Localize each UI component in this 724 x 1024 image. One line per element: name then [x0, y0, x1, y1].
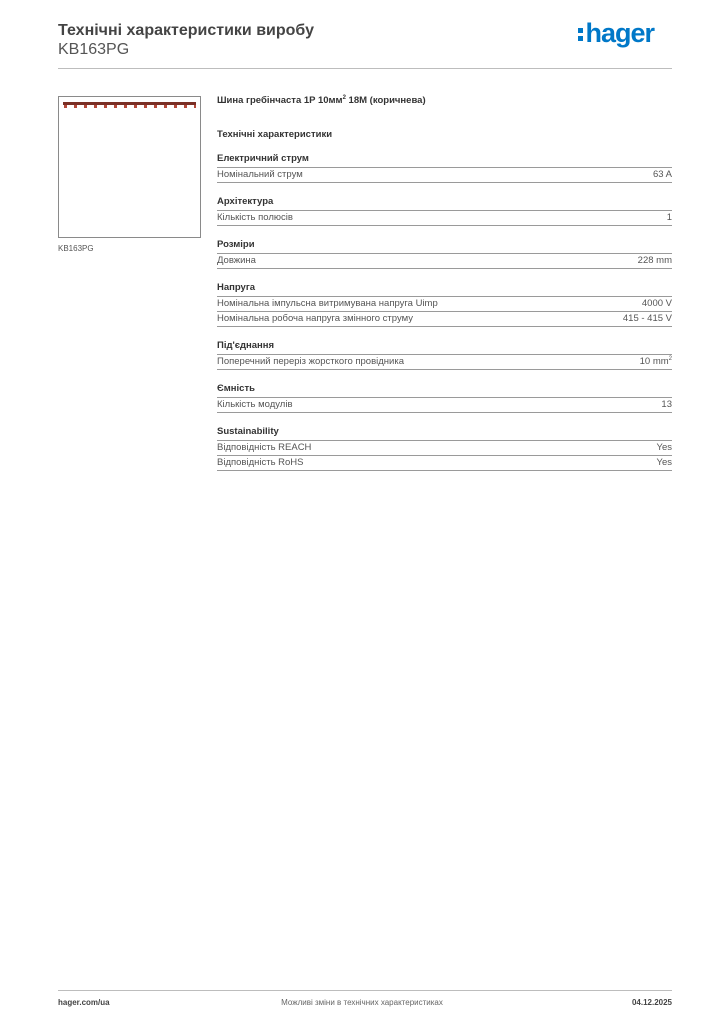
- page-header: [58, 20, 672, 68]
- spec-groups: [217, 148, 672, 471]
- spec-label: Номінальний струм: [217, 169, 303, 180]
- footer-date: 04.12.2025: [631, 998, 672, 1007]
- page-title: Технічні характеристики виробу: [58, 22, 314, 39]
- footer-divider: [58, 990, 672, 991]
- spec-label: Кількість полюсів: [217, 212, 293, 223]
- spec-value: Yes: [656, 457, 672, 468]
- spec-label: Відповідність RoHS: [217, 457, 304, 468]
- spec-value: 228 mm: [637, 255, 672, 266]
- spec-row: [217, 296, 672, 311]
- spec-row: [217, 455, 672, 471]
- logo-dots-icon: [578, 23, 584, 43]
- image-caption: KB163PG: [58, 244, 94, 253]
- spec-group: [217, 277, 672, 327]
- spec-group: [217, 191, 672, 226]
- spec-row: [217, 210, 672, 226]
- spec-row: [217, 167, 672, 183]
- spec-group-title: Напруга: [217, 282, 256, 293]
- specs-heading: Технічні характеристики: [217, 129, 333, 140]
- spec-label: Довжина: [217, 255, 256, 266]
- spec-group-title: Електричний струм: [217, 153, 309, 164]
- spec-group-title: Ємність: [217, 383, 255, 394]
- footer-note: Можливі зміни в технічних характеристиках: [281, 998, 443, 1007]
- spec-row: [217, 311, 672, 327]
- spec-label: Номінальна робоча напруга змінного струму: [217, 313, 413, 324]
- spec-group-title: Архітектура: [217, 196, 274, 207]
- spec-row: [217, 253, 672, 269]
- spec-value: 415 - 415 V: [622, 313, 672, 324]
- spec-label: Номінальна імпульсна витримувана напруга Uimp: [217, 298, 438, 309]
- spec-row: [217, 354, 672, 370]
- footer-website: hager.com/ua: [58, 998, 110, 1007]
- hager-logo: [578, 20, 654, 46]
- spec-label: Кількість модулів: [217, 399, 293, 410]
- spec-value: 10 $mm^2$: [639, 355, 672, 367]
- spec-group: [217, 234, 672, 269]
- spec-value: 4000 V: [641, 298, 672, 309]
- spec-group-title: Розміри: [217, 239, 255, 250]
- spec-value: 13: [661, 399, 672, 410]
- spec-label: Відповідність REACH: [217, 442, 312, 453]
- spec-group: [217, 335, 672, 370]
- spec-group: [217, 378, 672, 413]
- spec-group-title: Sustainability: [217, 426, 279, 437]
- spec-sheet: [217, 95, 672, 471]
- spec-value: 1: [666, 212, 672, 223]
- spec-label: Поперечний переріз жорсткого провідника: [217, 356, 404, 367]
- product-name: Шина гребінчаста 1P $10мм^2$ 18M (коричнева): [217, 94, 426, 106]
- header-divider: [58, 68, 672, 69]
- product-code: KB163PG: [58, 41, 130, 58]
- product-image: [58, 96, 201, 238]
- spec-value: Yes: [656, 442, 672, 453]
- spec-group-title: Під'єднання: [217, 340, 275, 351]
- spec-value: 63 A: [652, 169, 672, 180]
- logo-text: hager: [585, 18, 654, 48]
- comb-busbar-icon: [63, 102, 196, 108]
- spec-row: [217, 440, 672, 455]
- spec-row: [217, 397, 672, 413]
- spec-group: [217, 421, 672, 471]
- spec-group: [217, 148, 672, 183]
